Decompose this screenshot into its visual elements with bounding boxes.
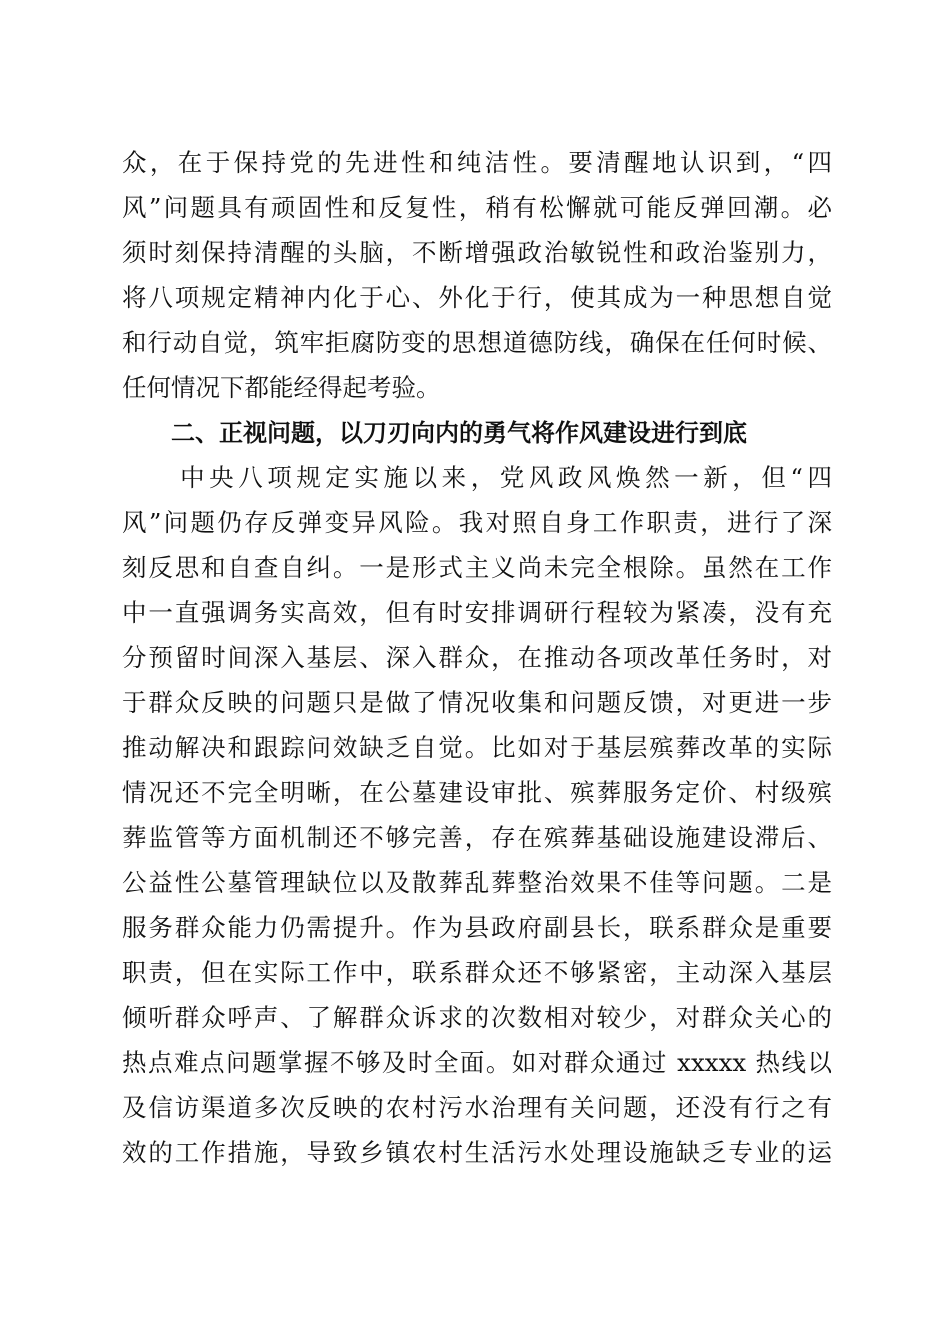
text-line: 分预留时间深入基层、深入群众，在推动各项改革任务时，对: [122, 643, 832, 672]
text-line: 须时刻保持清醒的头脑，不断增强政治敏锐性和政治鉴别力，: [122, 238, 832, 267]
text-line: 中一直强调务实高效，但有时安排调研行程较为紧凑，没有充: [122, 598, 832, 627]
text-line: 效的工作措施，导致乡镇农村生活污水处理设施缺乏专业的运: [122, 1138, 832, 1167]
text-line: 热点难点问题掌握不够及时全面。如对群众通过 xxxxx 热线以: [122, 1048, 832, 1077]
text-line: 将八项规定精神内化于心、外化于行，使其成为一种思想自觉: [122, 283, 832, 312]
text-line: 中央八项规定实施以来，党风政风焕然一新，但“四: [122, 463, 832, 492]
text-line: 刻反思和自查自纠。一是形式主义尚未完全根除。虽然在工作: [122, 553, 832, 582]
text-line: 葬监管等方面机制还不够完善，存在殡葬基础设施建设滞后、: [122, 823, 832, 852]
text-line: 和行动自觉，筑牢拒腐防变的思想道德防线，确保在任何时候、: [122, 328, 832, 357]
text-line: 公益性公墓管理缺位以及散葬乱葬整治效果不佳等问题。二是: [122, 868, 832, 897]
text-line: 风”问题具有顽固性和反复性，稍有松懈就可能反弹回潮。必: [122, 193, 832, 222]
text-line: 及信访渠道多次反映的农村污水治理有关问题，还没有行之有: [122, 1093, 832, 1122]
text-line: 服务群众能力仍需提升。作为县政府副县长，联系群众是重要: [122, 913, 832, 942]
text-line: 任何情况下都能经得起考验。: [122, 373, 441, 402]
text-line: 于群众反映的问题只是做了情况收集和问题反馈，对更进一步: [122, 688, 832, 717]
text-line: 推动解决和跟踪问效缺乏自觉。比如对于基层殡葬改革的实际: [122, 733, 832, 762]
text-line: 众，在于保持党的先进性和纯洁性。要清醒地认识到，“四: [122, 148, 832, 177]
text-line: 情况还不完全明晰，在公墓建设审批、殡葬服务定价、村级殡: [122, 778, 832, 807]
text-line: 风”问题仍存反弹变异风险。我对照自身工作职责，进行了深: [122, 508, 832, 537]
section-heading: 二、正视问题，以刀刃向内的勇气将作风建设进行到底: [171, 419, 747, 447]
text-line: 倾听群众呼声、了解群众诉求的次数相对较少，对群众关心的: [122, 1003, 832, 1032]
text-line: 职责，但在实际工作中，联系群众还不够紧密，主动深入基层: [122, 958, 832, 987]
